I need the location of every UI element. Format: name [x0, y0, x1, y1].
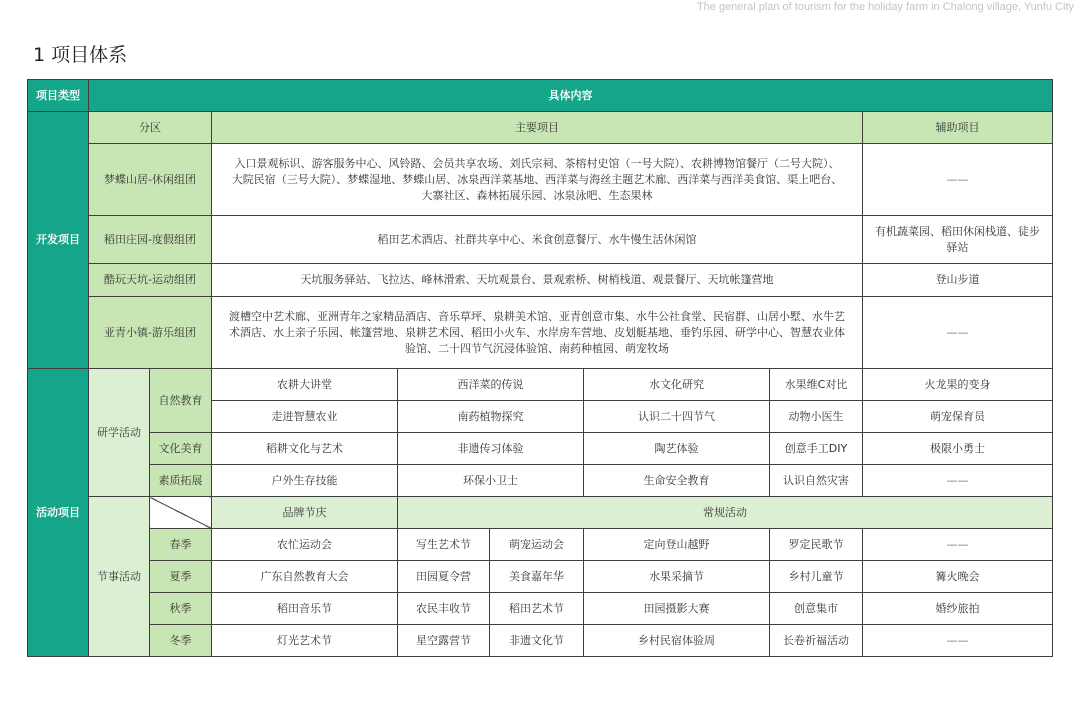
festival-brand-header: 品牌节庆 [212, 497, 398, 529]
festival-item: 星空露营节 [398, 625, 490, 657]
study-item: 陶艺体验 [584, 433, 770, 465]
festival-item: 婚纱旅拍 [863, 593, 1053, 625]
festival-item: 农民丰收节 [398, 593, 490, 625]
study-item: —— [863, 465, 1053, 497]
project-system-table [27, 79, 1053, 657]
study-item: 非遗传习体验 [398, 433, 584, 465]
zone-main-line: 术酒店、水上亲子乐园、帐篷营地、泉耕艺术园、稻田小火车、水岸房车营地、皮划艇基地、垂钓乐园、研学中心、智慧农业体 [229, 325, 845, 339]
zone-aux-line: 有机蔬菜园、稻田休闲栈道、徒步 [875, 224, 1040, 238]
study-item: 环保小卫士 [398, 465, 584, 497]
zone-main-line: 验馆、二十四节气沉浸体验馆、南药种植园、萌宠牧场 [405, 341, 669, 355]
zone-name: 稻田庄园-度假组团 [89, 216, 212, 264]
study-item: 极限小勇士 [863, 433, 1053, 465]
header-note: The general plan of tourism for the holiday farm in Chalong village, Yunfu City [696, 1, 1074, 13]
study-item: 南药植物探究 [398, 401, 584, 433]
study-item: 萌宠保育员 [863, 401, 1053, 433]
zone-main-line: 大寨社区、森林拓展乐园、冰泉泳吧、生态果林 [421, 188, 653, 202]
study-item: 水文化研究 [584, 369, 770, 401]
festival-brand-item: 农忙运动会 [212, 529, 398, 561]
dev-category: 开发项目 [28, 112, 89, 369]
zone-aux [863, 216, 1053, 264]
zone-aux-line: 驿站 [946, 240, 969, 254]
zone-aux: —— [863, 297, 1053, 369]
zone-main-line: 天坑服务驿站、飞拉达、峰林滑索、天坑观景台、景观索桥、树梢栈道、观景餐厅、天坑帐篷营地 [300, 273, 774, 286]
zone-main-items [212, 144, 863, 216]
festival-item: 篝火晚会 [863, 561, 1053, 593]
festival-item: 非遗文化节 [490, 625, 584, 657]
festival-item: 罗定民歌节 [770, 529, 863, 561]
zone-main-items [212, 216, 863, 264]
zone-name: 酷玩天坑-运动组团 [89, 264, 212, 297]
festival-item: —— [863, 625, 1053, 657]
zone-main-items [212, 264, 863, 297]
study-item: 走进智慧农业 [212, 401, 398, 433]
festival-regular-header: 常规活动 [398, 497, 1053, 529]
act-category: 活动项目 [28, 369, 89, 657]
festival-item: 田园夏令营 [398, 561, 490, 593]
festival-item: 美食嘉年华 [490, 561, 584, 593]
header-type: 项目类型 [28, 80, 89, 112]
festival-item: 乡村儿童节 [770, 561, 863, 593]
study-item: 农耕大讲堂 [212, 369, 398, 401]
study-group-label: 文化美育 [150, 433, 212, 465]
zone-name: 亚青小镇-游乐组团 [89, 297, 212, 369]
study-item: 动物小医生 [770, 401, 863, 433]
festival-item: 水果采摘节 [584, 561, 770, 593]
dev-head-aux: 辅助项目 [863, 112, 1053, 144]
study-item: 创意手工DIY [770, 433, 863, 465]
dev-head-main: 主要项目 [212, 112, 863, 144]
zone-aux: —— [863, 144, 1053, 216]
festival-item: 长卷祈福活动 [770, 625, 863, 657]
festival-item: 创意集市 [770, 593, 863, 625]
study-item: 稻耕文化与艺术 [212, 433, 398, 465]
festival-item: 萌宠运动会 [490, 529, 584, 561]
study-item: 生命安全教育 [584, 465, 770, 497]
season-label: 夏季 [150, 561, 212, 593]
festival-item: 乡村民宿体验周 [584, 625, 770, 657]
festival-diagonal-header [150, 497, 212, 529]
season-label: 冬季 [150, 625, 212, 657]
season-label: 秋季 [150, 593, 212, 625]
season-label: 春季 [150, 529, 212, 561]
festival-brand-item: 稻田音乐节 [212, 593, 398, 625]
header-content: 具体内容 [89, 80, 1053, 112]
zone-main-line: 大院民宿（三号大院）、梦蝶湿地、梦蝶山居、冰泉西洋菜基地、西洋菜与海丝主题艺术廊、西洋菜与西洋美食馆、渠上吧台、 [231, 172, 843, 186]
page-title: 1 项目体系 [33, 44, 128, 66]
study-label: 研学活动 [89, 369, 150, 497]
study-item: 水果维C对比 [770, 369, 863, 401]
study-item: 认识自然灾害 [770, 465, 863, 497]
zone-main-items [212, 297, 863, 369]
zone-main-line: 渡槽空中艺术廊、亚洲青年之家精品酒店、音乐草坪、泉耕美术馆、亚青创意市集、水牛公社食堂、民宿群、山居小墅、水牛艺 [229, 309, 845, 323]
zone-aux: 登山步道 [863, 264, 1053, 297]
study-item: 西洋菜的传说 [398, 369, 584, 401]
study-group-label: 素质拓展 [150, 465, 212, 497]
zone-main-line: 入口景观标识、游客服务中心、风铃路、会员共享农场、刘氏宗祠、茶榕村史馆（一号大院）、农耕博物馆餐厅（二号大院）、 [234, 156, 840, 170]
study-item: 认识二十四节气 [584, 401, 770, 433]
dev-head-division: 分区 [89, 112, 212, 144]
study-item: 户外生存技能 [212, 465, 398, 497]
zone-main-line: 稻田艺术酒店、社群共享中心、米食创意餐厅、水牛慢生活休闲馆 [377, 232, 697, 246]
festival-item: 写生艺术节 [398, 529, 490, 561]
study-group-label: 自然教育 [150, 369, 212, 433]
festival-label: 节事活动 [89, 497, 150, 657]
zone-name: 梦蝶山居-休闲组团 [89, 144, 212, 216]
festival-brand-item: 灯光艺术节 [212, 625, 398, 657]
festival-item: —— [863, 529, 1053, 561]
study-item: 火龙果的变身 [863, 369, 1053, 401]
festival-brand-item: 广东自然教育大会 [212, 561, 398, 593]
festival-item: 稻田艺术节 [490, 593, 584, 625]
festival-item: 田园摄影大赛 [584, 593, 770, 625]
festival-item: 定向登山越野 [584, 529, 770, 561]
